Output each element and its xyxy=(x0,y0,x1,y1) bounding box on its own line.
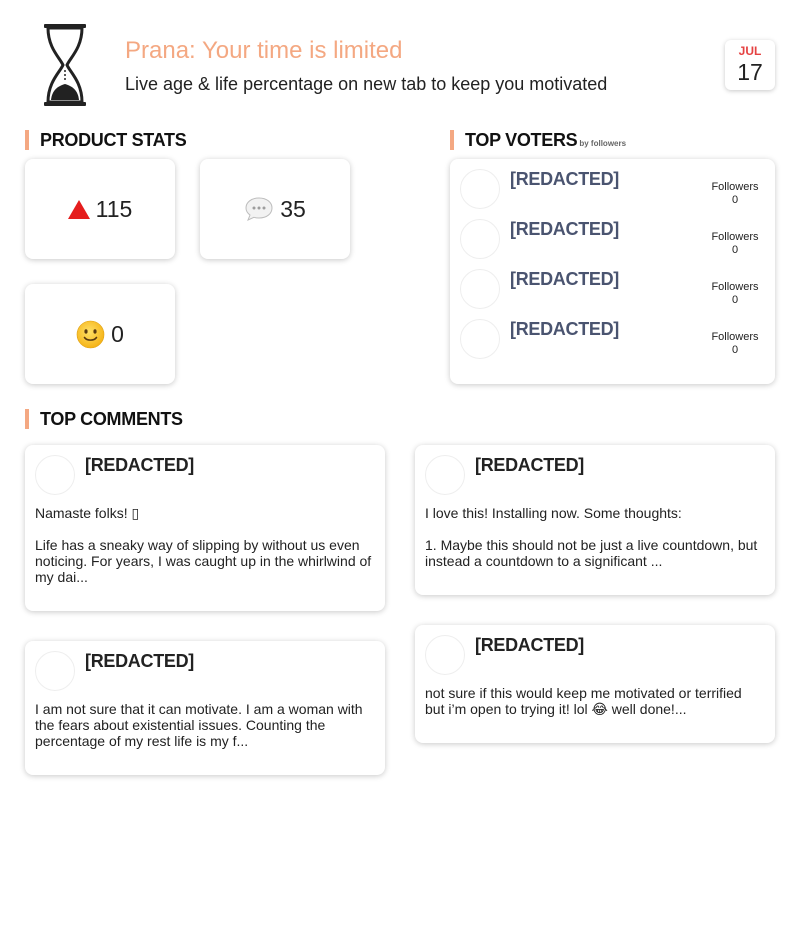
followers-label: Followers xyxy=(711,181,759,193)
upvotes-count: 115 xyxy=(95,195,133,222)
comments-count: 35 xyxy=(280,195,306,222)
avatar[interactable] xyxy=(35,651,75,691)
avatar[interactable] xyxy=(35,455,75,495)
top-comments-title xyxy=(25,409,183,429)
top-comments-title-text: TOP COMMENTS xyxy=(40,409,183,429)
voter-name[interactable]: [REDACTED] xyxy=(510,219,619,239)
avatar[interactable] xyxy=(460,319,500,359)
comment-author[interactable]: [REDACTED] xyxy=(475,455,584,475)
page-subtitle: Live age & life percentage on new tab to keep you motivated xyxy=(125,74,608,94)
header xyxy=(0,0,800,120)
top-voters-subtitle: by followers xyxy=(579,139,627,148)
reactions-count: 0 xyxy=(111,320,124,347)
voter-followers xyxy=(705,181,765,207)
page-title: Prana: Your time is limited xyxy=(125,37,403,64)
voter-row[interactable] xyxy=(460,319,765,359)
comment-author[interactable]: [REDACTED] xyxy=(85,455,194,475)
avatar[interactable] xyxy=(460,269,500,309)
avatar[interactable] xyxy=(460,219,500,259)
smile-icon xyxy=(76,320,105,349)
voter-row[interactable] xyxy=(460,169,765,209)
upvotes-card xyxy=(25,159,175,259)
followers-count: 0 xyxy=(731,244,739,256)
followers-count: 0 xyxy=(731,294,739,306)
voter-name[interactable]: [REDACTED] xyxy=(510,169,619,189)
comment-text: I love this! Installing now. Some thoughts: 1. Maybe this should not be just a live countdown, but instead a countdown to a significant ... xyxy=(425,505,758,569)
comment-card[interactable] xyxy=(25,445,385,611)
avatar[interactable] xyxy=(425,635,465,675)
top-voters-card xyxy=(450,159,775,384)
upvote-triangle-icon xyxy=(68,200,90,219)
reactions-card xyxy=(25,284,175,384)
product-stats-title xyxy=(25,130,186,150)
top-voters-title xyxy=(450,130,626,150)
voter-name[interactable]: [REDACTED] xyxy=(510,269,619,289)
followers-label: Followers xyxy=(711,331,759,343)
top-voters-title-text: TOP VOTERS xyxy=(465,130,578,150)
comment-card[interactable] xyxy=(415,625,775,743)
voter-row[interactable] xyxy=(460,219,765,259)
voter-followers xyxy=(705,281,765,307)
comment-card[interactable] xyxy=(25,641,385,775)
avatar[interactable] xyxy=(425,455,465,495)
comment-text: Namaste folks! ▯ Life has a sneaky way of slipping by without us even noticing. For years, I was caught up in the whirlwind of my dai... xyxy=(35,505,372,585)
comments-card xyxy=(200,159,350,259)
date-day: 17 xyxy=(737,59,763,85)
voter-name[interactable]: [REDACTED] xyxy=(510,319,619,339)
followers-label: Followers xyxy=(711,281,759,293)
comment-author[interactable]: [REDACTED] xyxy=(85,651,194,671)
hourglass-icon xyxy=(38,22,92,108)
speech-bubble-icon xyxy=(244,196,274,222)
voter-followers xyxy=(705,331,765,357)
comment-author[interactable]: [REDACTED] xyxy=(475,635,584,655)
date-month: JUL xyxy=(738,44,762,58)
voter-row[interactable] xyxy=(460,269,765,309)
date-badge xyxy=(725,40,775,90)
avatar[interactable] xyxy=(460,169,500,209)
comment-text: I am not sure that it can motivate. I am a woman with the fears about existential issues. Counting the percentage of my rest life is my f... xyxy=(35,701,363,749)
followers-count: 0 xyxy=(731,194,739,206)
comment-text: not sure if this would keep me motivated or terrified but i’m open to trying it! lol 😂 well done!... xyxy=(425,685,742,717)
followers-count: 0 xyxy=(731,344,739,356)
product-stats-title-text: PRODUCT STATS xyxy=(40,130,187,150)
followers-label: Followers xyxy=(711,231,759,243)
comment-card[interactable] xyxy=(415,445,775,595)
voter-followers xyxy=(705,231,765,257)
